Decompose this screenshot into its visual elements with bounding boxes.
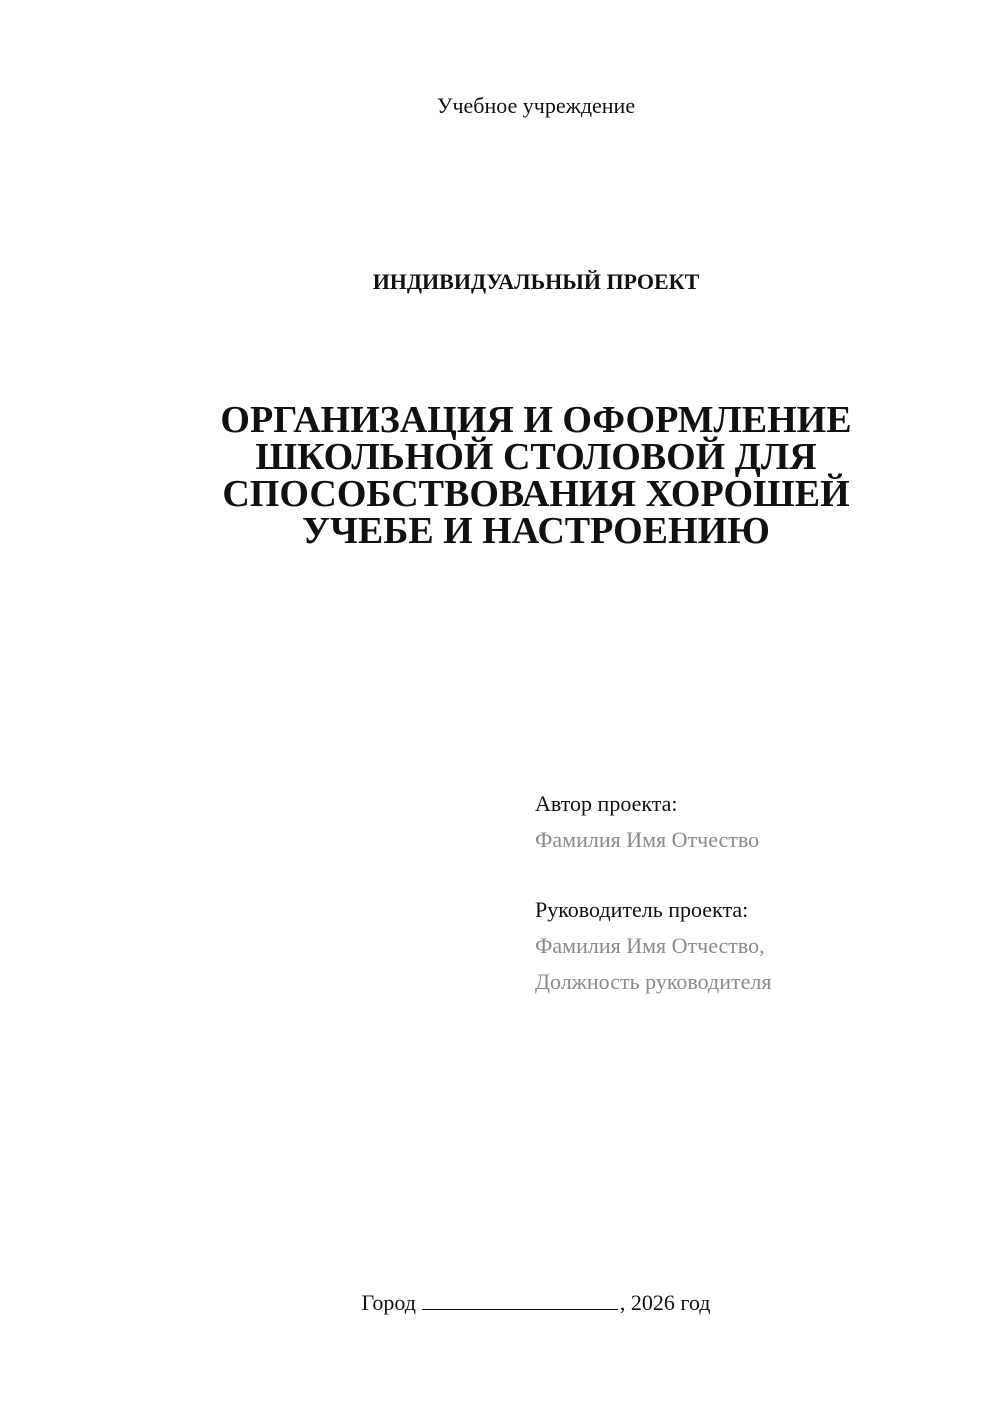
- author-name: Фамилия Имя Отчество: [535, 827, 760, 852]
- project-title-line: ШКОЛЬНОЙ СТОЛОВОЙ ДЛЯ: [255, 436, 817, 478]
- project-title-line: СПОСОБСТВОВАНИЯ ХОРОШЕЙ: [222, 473, 850, 515]
- city-label: Город: [361, 1290, 416, 1315]
- footer-city-year: [0, 1288, 1000, 1318]
- author-label: Автор проекта:: [535, 791, 678, 816]
- year-text: , 2026 год: [619, 1290, 711, 1315]
- project-type-heading: ИНДИВИДУАЛЬНЫЙ ПРОЕКТ: [372, 269, 700, 294]
- project-title-line: ОРГАНИЗАЦИЯ И ОФОРМЛЕНИЕ: [220, 399, 852, 441]
- supervisor-name: Фамилия Имя Отчество,: [535, 933, 765, 958]
- city-blank-line: [422, 1289, 618, 1310]
- project-title-line: УЧЕБЕ И НАСТРОЕНИЮ: [302, 510, 770, 552]
- project-title: [0, 399, 1000, 552]
- supervisor-position: Должность руководителя: [535, 969, 772, 994]
- supervisor-label: Руководитель проекта:: [535, 897, 749, 922]
- author-block: [535, 786, 759, 858]
- institution-name: Учебное учреждение: [436, 93, 636, 118]
- supervisor-block: [535, 892, 771, 1000]
